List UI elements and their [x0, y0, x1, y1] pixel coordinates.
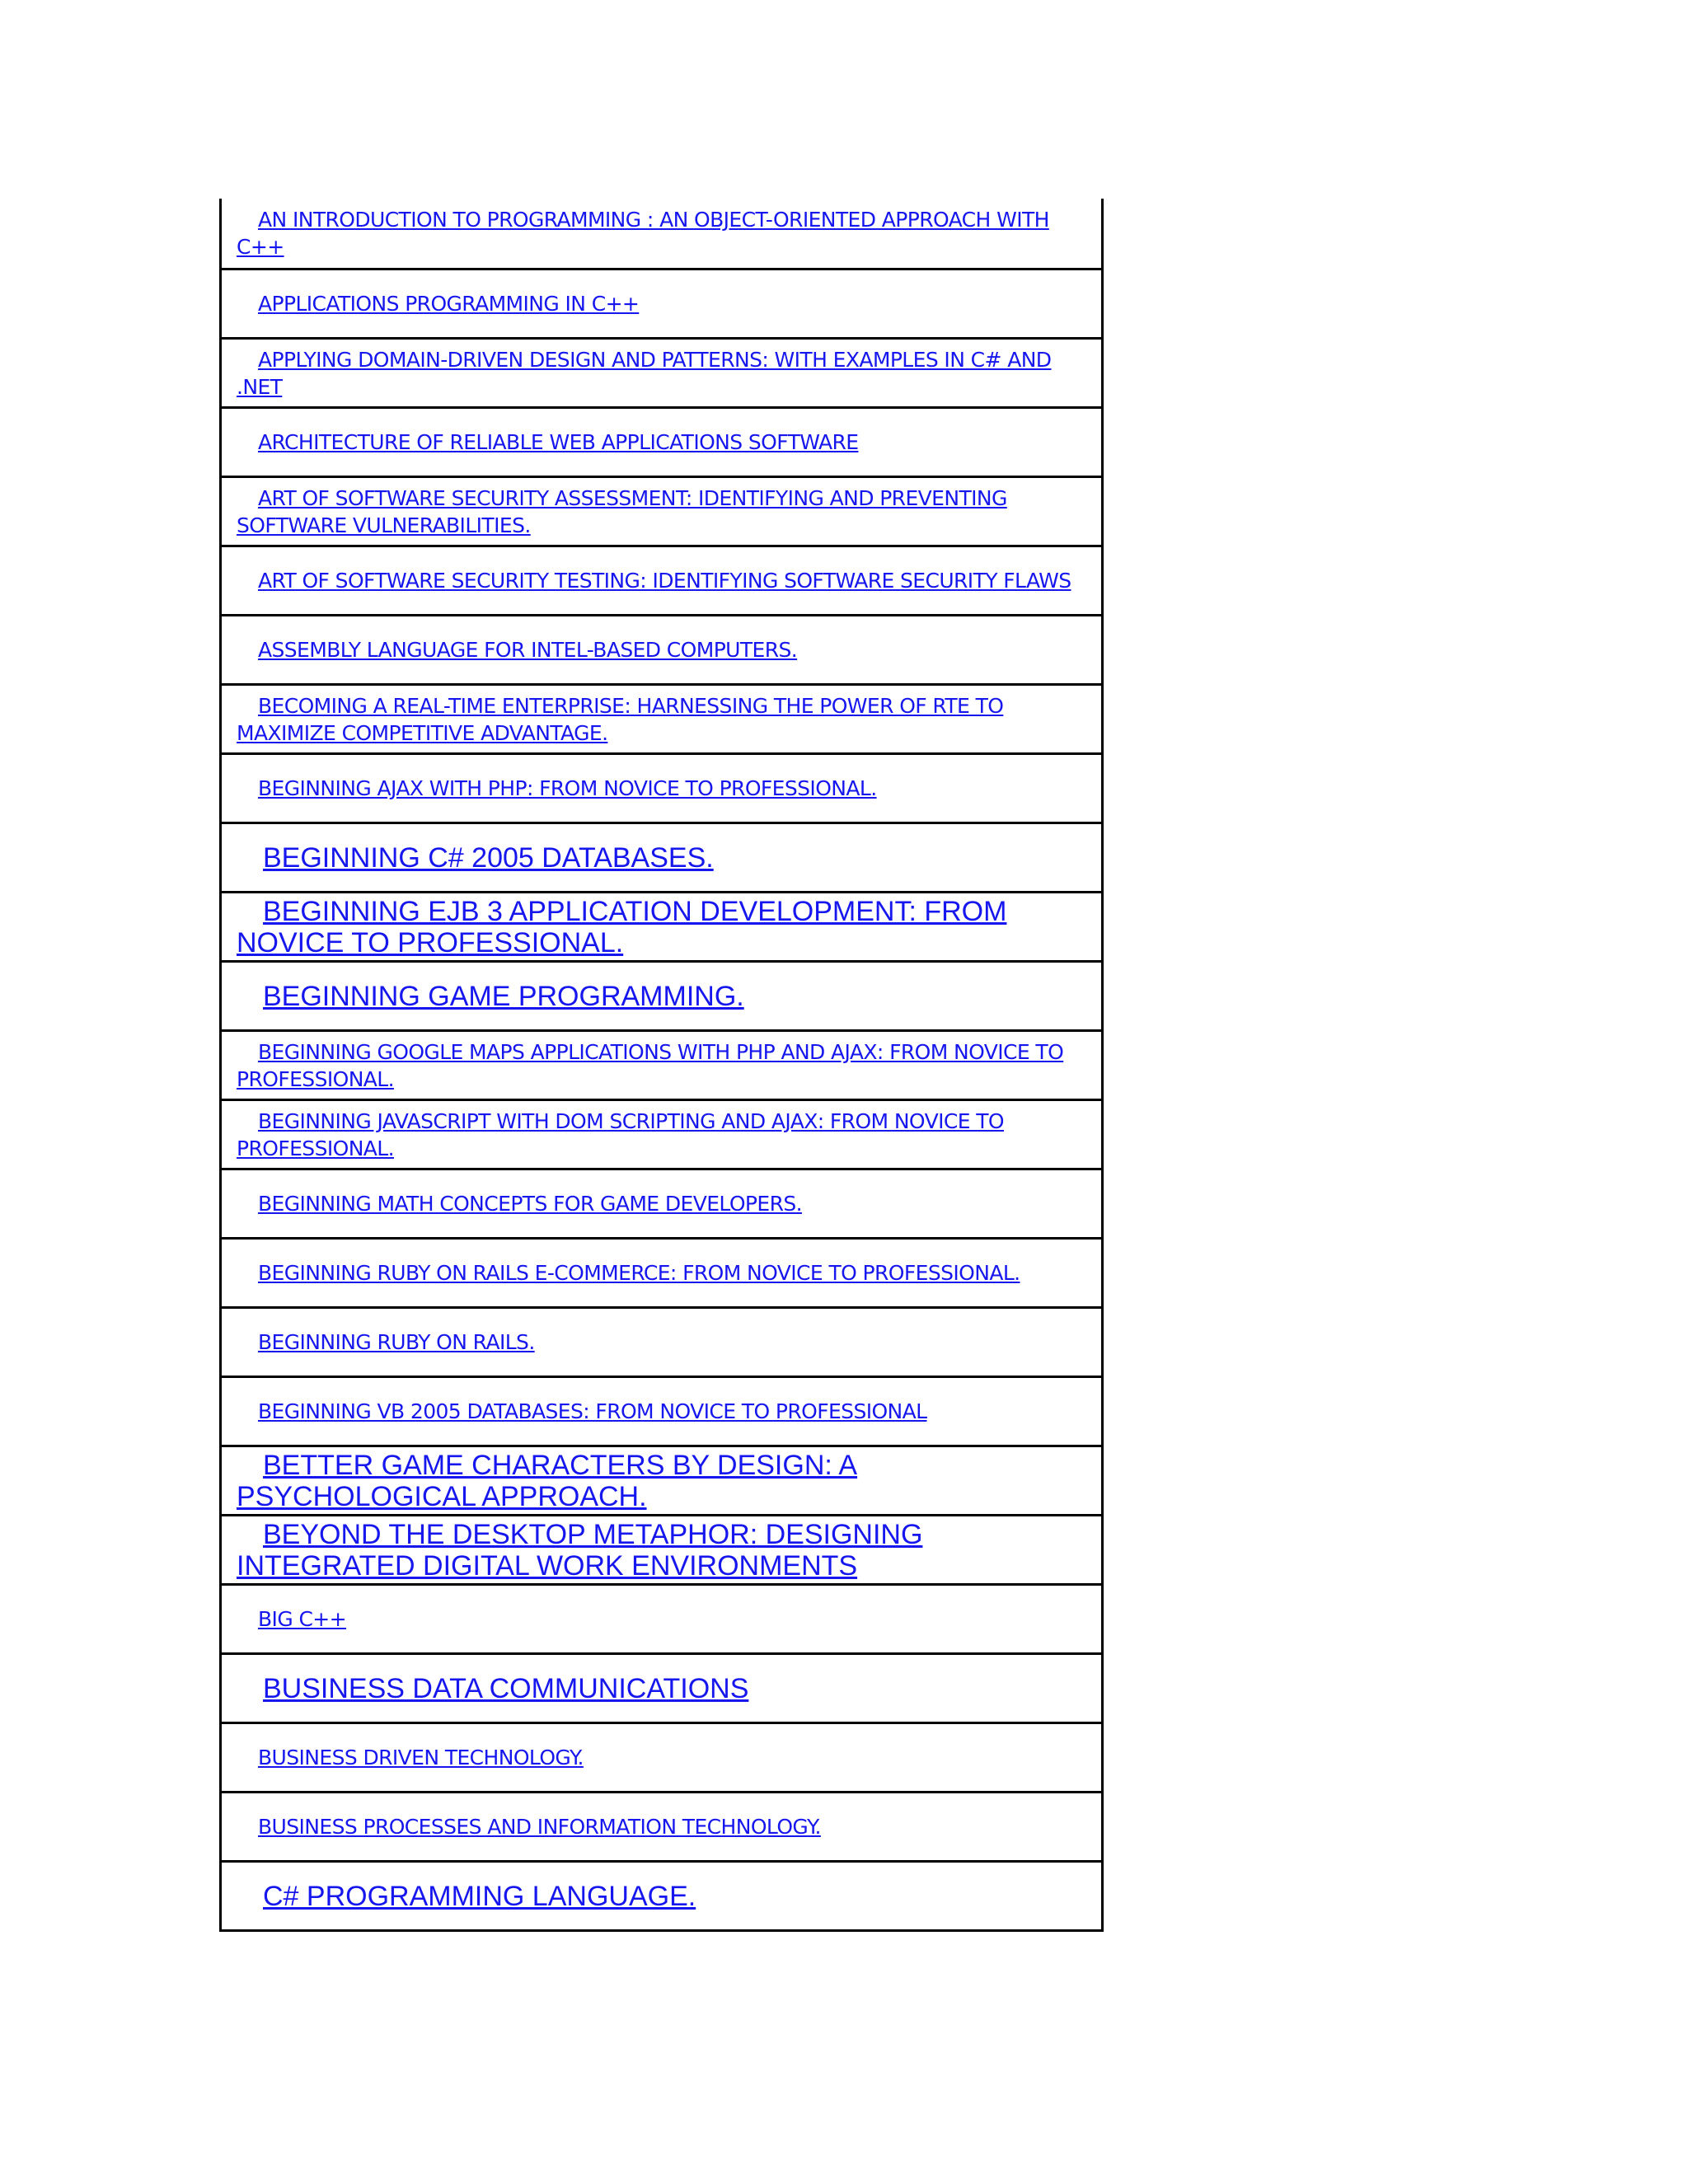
book-row	[222, 406, 1101, 476]
book-row	[222, 1168, 1101, 1237]
book-row	[222, 1583, 1101, 1652]
book-row	[222, 337, 1101, 406]
book-row	[222, 545, 1101, 614]
book-row	[222, 199, 1101, 268]
book-title-link[interactable]: BUSINESS DATA COMMUNICATIONS	[263, 1672, 749, 1704]
book-row	[222, 822, 1101, 891]
book-row	[222, 960, 1101, 1029]
book-title-link[interactable]: BEGINNING JAVASCRIPT WITH DOM SCRIPTING AND AJAX: FROM NOVICE TO PROFESSIONAL.	[237, 1108, 1004, 1160]
book-row	[222, 1306, 1101, 1376]
book-title-link[interactable]: ART OF SOFTWARE SECURITY ASSESSMENT: IDENTIFYING AND PREVENTING SOFTWARE VULNERABILITIES.	[237, 485, 1007, 537]
book-row	[222, 1652, 1101, 1722]
book-title-link[interactable]: C# PROGRAMMING LANGUAGE.	[263, 1880, 696, 1912]
book-title-link[interactable]: BEGINNING MATH CONCEPTS FOR GAME DEVELOPERS.	[258, 1192, 802, 1216]
book-row	[222, 1237, 1101, 1306]
book-title-link[interactable]: ART OF SOFTWARE SECURITY TESTING: IDENTIFYING SOFTWARE SECURITY FLAWS	[258, 569, 1071, 593]
book-row	[222, 1376, 1101, 1445]
book-row	[222, 891, 1101, 960]
book-title-link[interactable]: BEGINNING AJAX WITH PHP: FROM NOVICE TO PROFESSIONAL.	[258, 776, 877, 800]
book-row	[222, 752, 1101, 822]
book-title-link[interactable]: BETTER GAME CHARACTERS BY DESIGN: A PSYCHOLOGICAL APPROACH.	[237, 1449, 858, 1512]
book-row	[222, 614, 1101, 683]
book-title-link[interactable]: BEGINNING C# 2005 DATABASES.	[263, 841, 714, 874]
book-row	[222, 683, 1101, 752]
book-title-link[interactable]: BECOMING A REAL-TIME ENTERPRISE: HARNESSING THE POWER OF RTE TO MAXIMIZE COMPETITIVE ADVANTAGE.	[237, 693, 1004, 745]
book-list-table	[219, 199, 1104, 1932]
book-row	[222, 1722, 1101, 1791]
book-row	[222, 1445, 1101, 1514]
book-title-link[interactable]: BEGINNING GAME PROGRAMMING.	[263, 980, 744, 1012]
book-row	[222, 1514, 1101, 1583]
book-row	[222, 1029, 1101, 1099]
book-title-link[interactable]: BEGINNING GOOGLE MAPS APPLICATIONS WITH PHP AND AJAX: FROM NOVICE TO PROFESSIONAL.	[237, 1039, 1064, 1091]
book-title-link[interactable]: BEGINNING RUBY ON RAILS E-COMMERCE: FROM NOVICE TO PROFESSIONAL.	[258, 1261, 1020, 1285]
book-title-link[interactable]: APPLYING DOMAIN-DRIVEN DESIGN AND PATTERNS: WITH EXAMPLES IN C# AND .NET	[237, 347, 1052, 399]
book-title-link[interactable]: ASSEMBLY LANGUAGE FOR INTEL-BASED COMPUTERS.	[258, 638, 798, 662]
book-row	[222, 1099, 1101, 1168]
book-title-link[interactable]: BEGINNING EJB 3 APPLICATION DEVELOPMENT: FROM NOVICE TO PROFESSIONAL.	[237, 895, 1007, 958]
book-title-link[interactable]: ARCHITECTURE OF RELIABLE WEB APPLICATIONS SOFTWARE	[258, 430, 859, 454]
book-row	[222, 268, 1101, 337]
book-title-link[interactable]: AN INTRODUCTION TO PROGRAMMING : AN OBJECT-ORIENTED APPROACH WITH C++	[237, 208, 1049, 259]
book-row	[222, 1860, 1101, 1929]
book-title-link[interactable]: BIG C++	[258, 1607, 346, 1631]
book-title-link[interactable]: BUSINESS PROCESSES AND INFORMATION TECHNOLOGY.	[258, 1815, 821, 1839]
book-title-link[interactable]: BEGINNING RUBY ON RAILS.	[258, 1330, 535, 1354]
book-title-link[interactable]: BEYOND THE DESKTOP METAPHOR: DESIGNING INTEGRATED DIGITAL WORK ENVIRONMENTS	[237, 1518, 923, 1582]
book-title-link[interactable]: BEGINNING VB 2005 DATABASES: FROM NOVICE TO PROFESSIONAL	[258, 1399, 927, 1423]
book-row	[222, 1791, 1101, 1860]
book-title-link[interactable]: BUSINESS DRIVEN TECHNOLOGY.	[258, 1746, 584, 1769]
book-title-link[interactable]: APPLICATIONS PROGRAMMING IN C++	[258, 292, 640, 316]
book-row	[222, 476, 1101, 545]
